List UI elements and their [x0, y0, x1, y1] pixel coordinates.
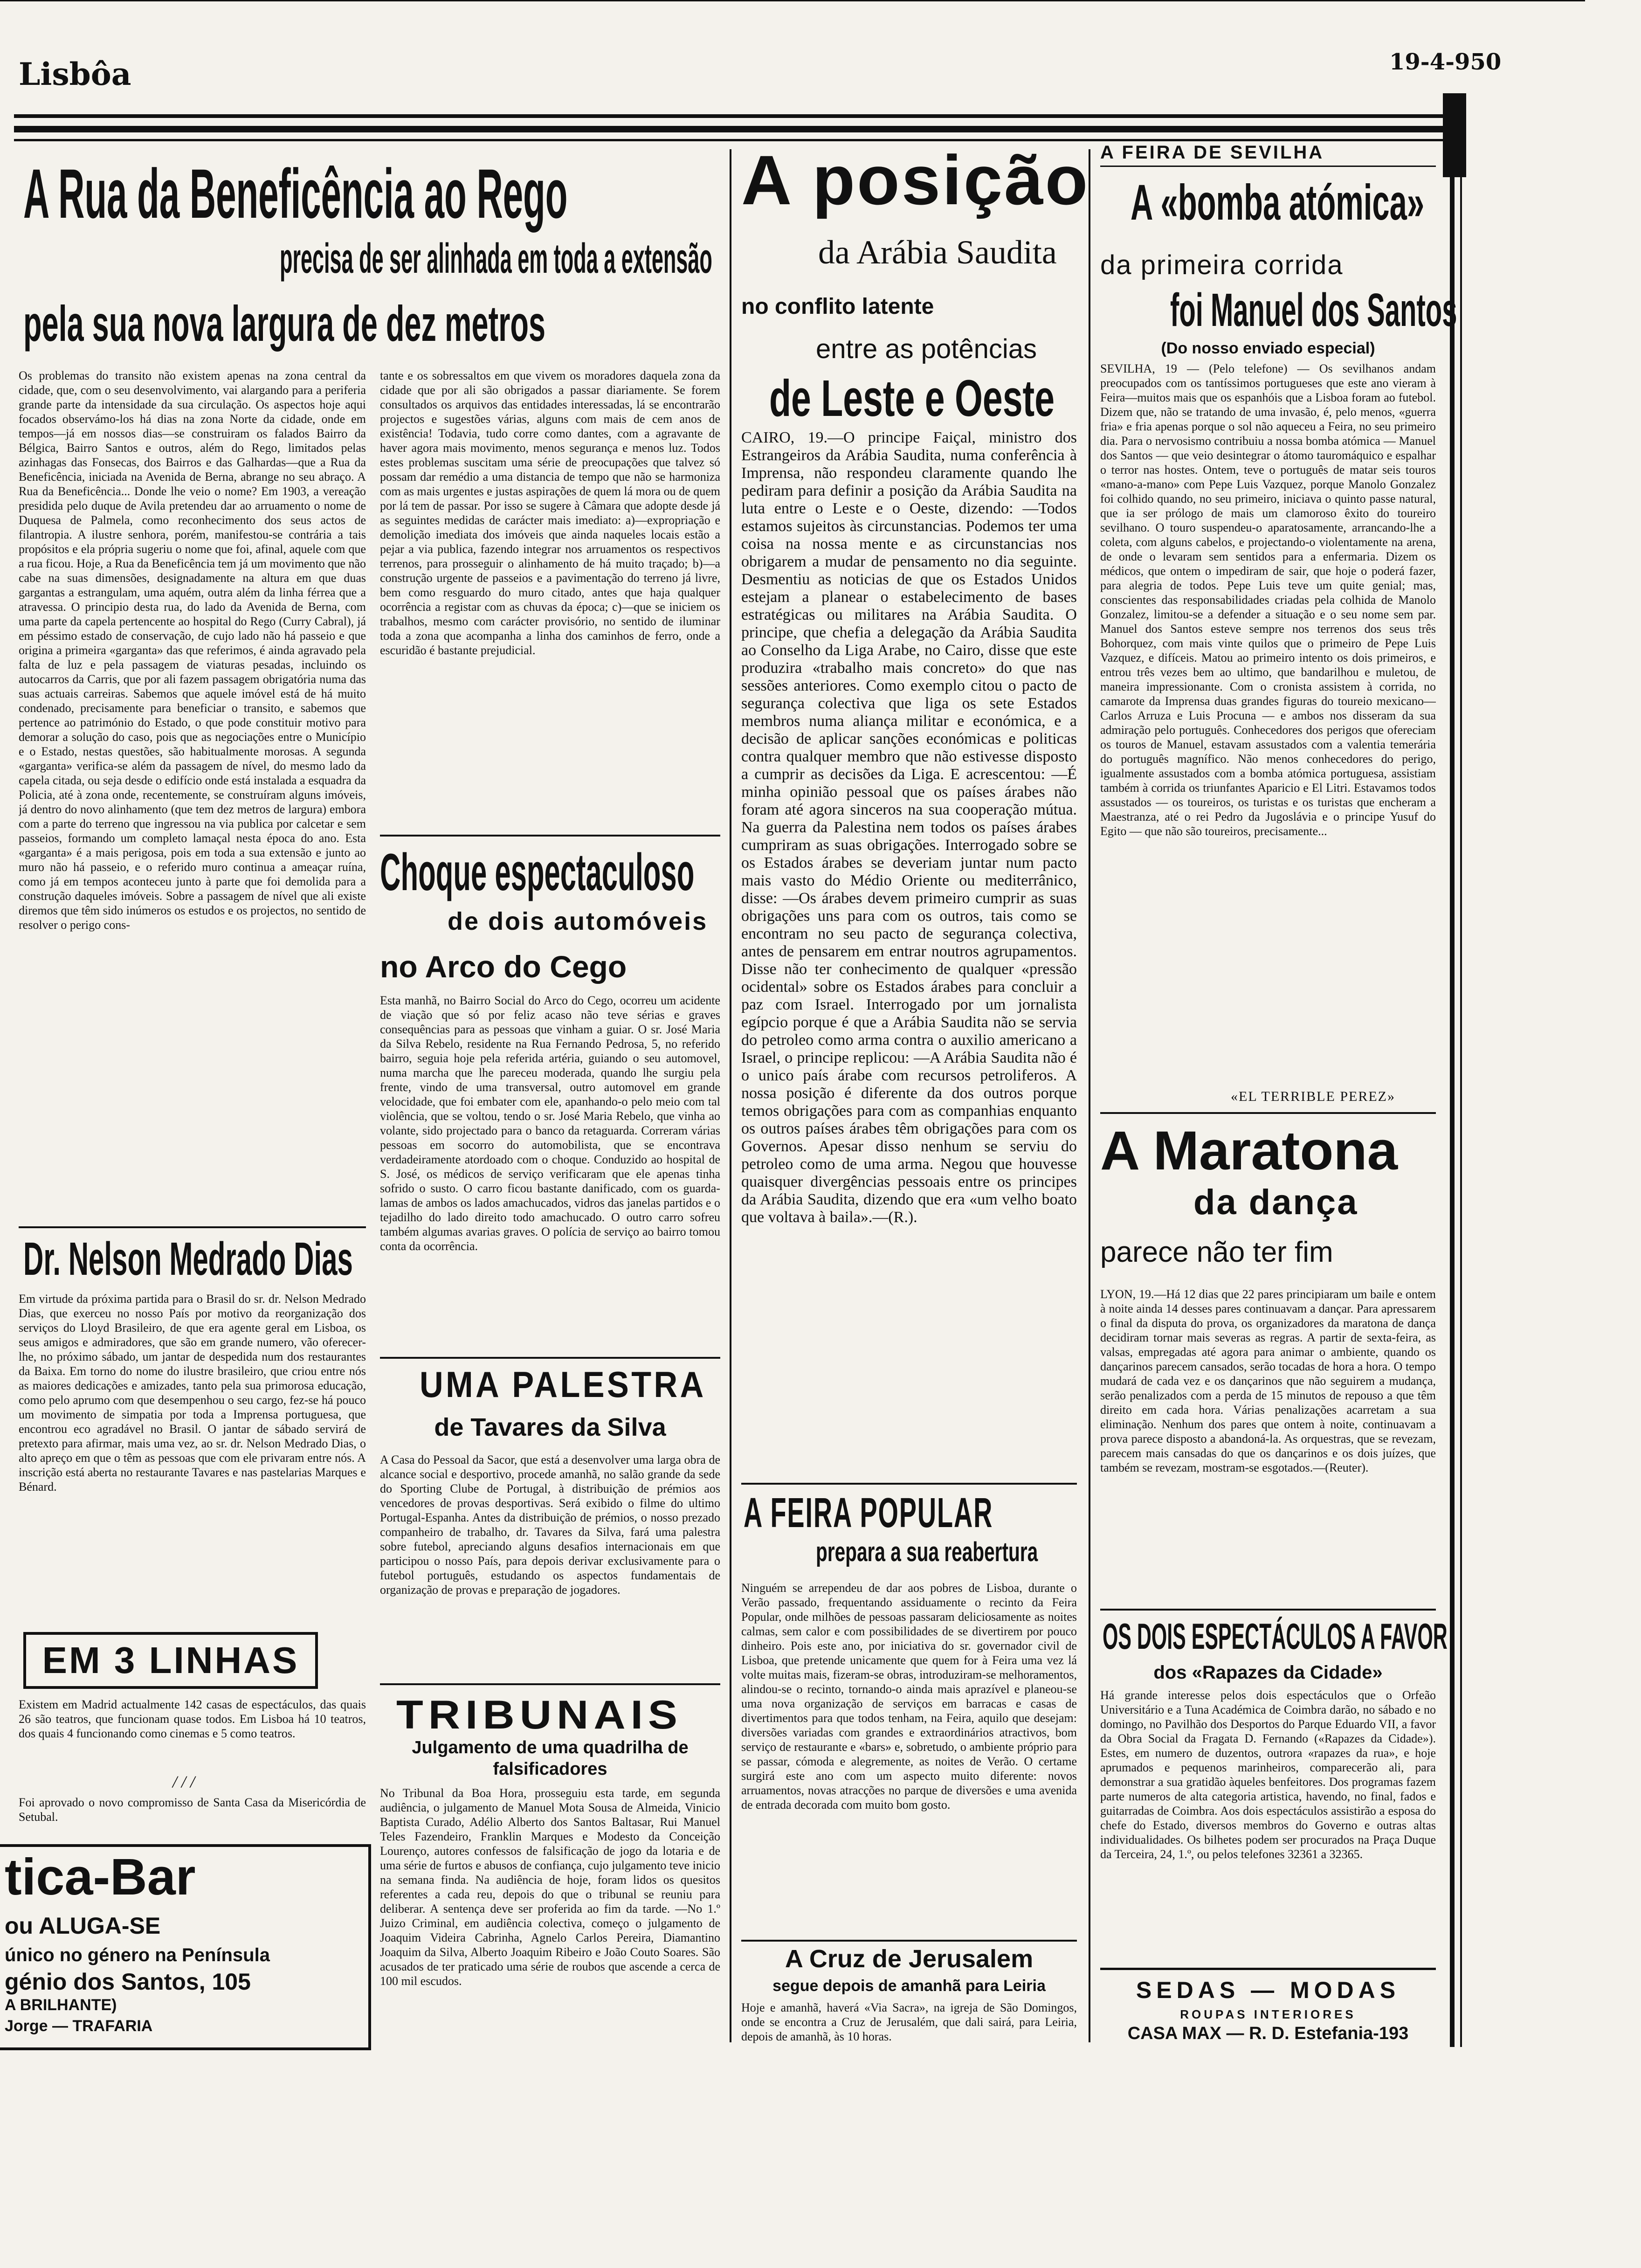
- ad-bar-line2: único no género na Península: [5, 1945, 270, 1965]
- article-tres-linhas: Existem em Madrid actualmente 142 casas de espectáculos, das quais 26 são teatros, que funcionam quase todos. Em Lisboa há 10 teatros, dos quais 4 funcionando como cinemas e 5 como teatros.: [19, 1698, 366, 1740]
- article-beneficencia-col2: tante e os sobressaltos em que vivem os moradores daquela zona da cidade que por ali são obrigados a passar diariamente. Se forem consultados os arquivos das entidades interessadas, lá se encontrarão projectos e sugestões várias, alguns com mais de cem anos de existência! Todavia, tudo corre como dantes, com a agravante de haver agora mais movimento, menos segurança e menos luz. Todos estes problemas suscitam uma série de preocupações que talvez só possam dar remédio a uma distancia de tempo que não se harmoniza com as mais urgentes e justas aspirações de quem lá mora ou de quem por lá tem de passar. Por isso se sugere à Câmara que adopte desde já as seguintes medidas de carácter mais imediato: a)—expropriação e demolição imediata dos imóveis que ainda naqueles locais estão a pejar a via publica, fazendo integrar nos arruamentos os respectivos terrenos, para prosseguir o alinhamento de há muito traçado; b)—a construção urgente de passeios e a pavimentação do terreno já livre, bem como resguardo do muro citado, antes que haja qualquer ocorrência a registar com as chuvas da época; c)—que se iniciem os trabalhos, mesmo com carácter provisório, no sentido de iluminar toda a zona que acompanha a linha dos caminhos de ferro, onde a escuridão é bastante prejudicial.: [380, 369, 720, 657]
- subhead-feira-popular: prepara a sua reabertura: [816, 1537, 1038, 1567]
- subhead2-beneficencia: pela sua nova largura de dez metros: [23, 295, 545, 352]
- article-palestra: A Casa do Pessoal da Sacor, que está a desenvolver uma larga obra de alcance social e desportivo, procede amanhã, no salão grande da sede do Sporting Clube de Portugal, à distribuição de prémios aos vencedores de provas desportivas. Será exibido o filme do ultimo Portugal-Espanha. Antes da distribuição de prémios, o nosso prezado companheiro de trabalho, dr. Tavares da Silva, fará uma palestra sobre futebol, apreciando alguns desafios internacionais em que participou o nosso País, para depois derivar exclusivamente para o futebol português, estudando os aspectos fundamentais de organização de provas e preparação de jogadores.: [380, 1453, 720, 1597]
- subhead-espectaculos: dos «Rapazes da Cidade»: [1153, 1662, 1383, 1683]
- subhead-maratona: da dança: [1193, 1182, 1358, 1222]
- scan-edge: [0, 0, 1585, 1]
- headline-nelson: Dr. Nelson Medrado Dias: [23, 1233, 353, 1285]
- article-arabia: CAIRO, 19.—O principe Faiçal, ministro dos Estrangeiros da Arábia Saudita, numa conferência à Imprensa, não respondeu claramente quando lhe pediram para definir a posição da Arábia Saudita na luta entre o Leste e o Oeste, dizendo: —Todos estamos sujeitos às circunstancias. Podemos ter uma coisa na nossa mente e as circunstancias nos obrigarem a mudar de pensamento no dia seguinte. Desmentiu as noticias de que os Estados Unidos estejam a planear o estabelecimento de bases estratégicas ou militares na Arábia Saudita. O principe, que chefia a delegação da Arábia Saudita ao Conselho da Liga Arabe, no Cairo, disse que este produzira «trabalho mais concreto» do que nas sessões anteriores. Como exemplo citou o pacto de segurança colectiva que liga os sete Estados membros numa aliança militar e económica, e a decisão de aplicar sanções económicas e politicas contra qualquer membro que não estivesse disposto a cumprir as decisões da Liga. E acrescentou: —É minha opinião pessoal que os países árabes não foram até agora sinceros na sua cooperação mútua. Na guerra da Palestina nem todos os países árabes cumpriram as suas obrigações. Interrogado sobre se os Estados árabes se deveriam juntar num pacto mais vasto do Médio Oriente ou mediterrânico, disse: —Os árabes devem primeiro cumprir as suas obrigações uns para com os outros, tais como se encontram no seu pacto de segurança colectiva, antes de pensarem em entrar noutros agrupamentos. Disse não ter conhecimento de qualquer «pressão ocidental» sobre os Estados árabes para concluir a paz com Israel. Interrogado por um jornalista egípcio porque é que a Arábia Saudita não se servia do petroleo como arma contra o auxilio americano a Israel, o principe replicou: —A Arábia Saudita não é o unico país árabe com recursos petroliferos. A nossa posição é diferente da dos outros porque temos obrigações para com as companhias enquanto os outros países árabes têm obrigações para com os Governos. Apesar disso nenhum se serviu do petroleo como de uma arma. Negou que houvesse quaisquer divergências pessoais entre os principes da Arábia Saudita, dizendo que era «um velho boato que voltava à baila».—(R.).: [741, 429, 1077, 1226]
- right-border-thin: [1460, 112, 1462, 2047]
- ad-bar-line1: ou ALUGA-SE: [5, 1913, 161, 1939]
- masthead-rule: [14, 114, 1450, 118]
- subhead2-sevilha: foi Manuel dos Santos: [1170, 284, 1457, 336]
- ad-sedas: [1100, 1968, 1436, 2052]
- section-rule: [741, 1483, 1077, 1485]
- section-rule: [19, 1226, 366, 1228]
- separator-marks: / / /: [172, 1772, 195, 1791]
- box-tres-linhas: EM 3 LINHAS: [23, 1632, 318, 1689]
- column-divider: [730, 149, 731, 2042]
- ad-bar: [0, 1844, 371, 2050]
- subhead2-arabia: no conflito latente: [741, 294, 934, 319]
- masthead-date: 19-4-950: [1389, 49, 1502, 75]
- article-sevilha: SEVILHA, 19 — (Pelo telefone) — Os sevilhanos andam preocupados com os tantíssimos portugueses que este ano vieram à Feira—muitos mais que os espanhóis que a Lisboa foram ao futebol. Dizem que, não se tratando de uma invasão, é, pelo menos, «guerra fria» e fria apenas porque o sol não aqueceu a Feira, no seu primeiro dia. Para o nervosismo contribuiu a nossa bomba atómica — Manuel dos Santos — que veio desintegrar o átomo tauromáquico e espalhar o terror nas hostes. Ontem, teve o português de matar seis touros «mano-a-mano» com Pepe Luis Vazquez, porque Manolo Gonzalez foi colhido quando, no seu primeiro, iniciava o quinto passe natural, que ia ser prólogo de mais um clamoroso êxito do toureiro sevilhano. O touro suspendeu-o aparatosamente, arrancando-lhe a coleta, com alguns cabelos, e projectando-o violentamente na arena, de onde o levaram sem sentidos para a enfermaria. Dizem os médicos, que ontem o impediram de sair, que hoje o poderá fazer, para alegria de todos. Pepe Luis teve um quite genial; mas, conscientes das responsabilidades criadas pela colhida de Manolo Gonzalez, limitou-se a defender a situação e o seu nome sem par. Manuel dos Santos esteve sempre nos terrenos dos seus três Bohorquez, com mais vinte quilos que o primeiro de Pepe Luis Vazquez, e difíceis. Matou ao primeiro intento os dois primeiros, e entrou três vezes bem ao ultimo, que bandarilhou e muletou, de maneira impressionante. Com o cronista assistem à corrida, no camarote da Imprensa duas grandes figuras do toureio mexicano—Carlos Arruza e Luis Procuna — e ambos nos disseram da sua admiração pelo português. Conhecedores dos perigos que ofereciam os touros de Manuel, estavam assustados com a valentia temerária do português magnífico. Não menos conhecedores do perigo, igualmente assustados com a bomba atómica portuguesa, assistiam também à corrida os triunfantes Aparicio e El Litri. Estavamos todos assustados — os toureiros, os turistas e os turistas que encheram a Maestranza, até o rei Pedro da Jugoslávia e o principe Yusuf do Egito — que não são toureiros, precisamente...: [1100, 362, 1436, 838]
- subhead-sevilha: da primeira corrida: [1100, 250, 1344, 280]
- section-rule: [1100, 1112, 1436, 1114]
- kicker-sevilha: A FEIRA DE SEVILHA: [1100, 142, 1324, 163]
- headline-espectaculos: OS DOIS ESPECTÁCULOS A FAVOR: [1103, 1616, 1448, 1657]
- section-rule: [380, 835, 720, 837]
- headline-palestra: UMA PALESTRA: [420, 1364, 706, 1405]
- subhead2-maratona: parece não ter fim: [1100, 1236, 1333, 1268]
- headline-maratona: A Maratona: [1100, 1120, 1398, 1182]
- section-rule: [1100, 166, 1436, 167]
- ad-sedas-title: SEDAS — MODAS: [1136, 1977, 1400, 2003]
- article-feira-popular: Ninguém se arrependeu de dar aos pobres de Lisboa, durante o Verão passado, frequentando assiduamente o recinto da Feira Popular, onde milhões de pessoas passaram deliciosamente as noites calmas, sem calor e com possibilidades de se divertirem por pouco dinheiro. Pois este ano, por iniciativa do sr. governador civil de Lisboa, que pretende unicamente que quem for à Feira uma vez lá volte muitas mais, fizeram-se obras, introduziram-se melhoramentos, alindou-se o recinto, tornando-o ainda mais aprazível e planeou-se uma nova organização de serviços em barracas e casas de divertimentos para que todos tenham, na Feira, aquilo que desejam: diversões variadas com grandes e extraordinários atractivos, bom serviço de restaurante e «bars» e, sobretudo, o ambiente próprio para se passar, cómoda e alegremente, as noites de Verão. O certame surgirá este ano com um aspecto muito diferente: novos arruamentos, novas atracções no parque de diversões e uma avenida de entrada decorada com muito bom gosto.: [741, 1581, 1077, 1812]
- subhead-beneficencia: precisa de ser alinhada em toda a extensão: [280, 235, 712, 282]
- headline-sevilha: A «bomba atómica»: [1131, 174, 1425, 230]
- ad-bar-line4: A BRILHANTE): [5, 1996, 117, 2014]
- subhead-palestra: de Tavares da Silva: [434, 1413, 666, 1441]
- ad-sedas-line2: CASA MAX — R. D. Estefania-193: [1127, 2024, 1409, 2043]
- subhead-arabia: da Arábia Saudita: [818, 234, 1057, 271]
- article-cruz: Hoje e amanhã, haverá «Via Sacra», na igreja de São Domingos, onde se encontra a Cruz de Jerusalém, que dali sairá, para Leiria, depois de amanhã, às 10 horas.: [741, 2001, 1077, 2043]
- byline-sevilha: (Do nosso enviado especial): [1161, 339, 1375, 357]
- corner-block: [1443, 93, 1466, 177]
- article-espectaculos: Há grande interesse pelos dois espectáculos que o Orfeão Universitário e a Tuna Académica de Coimbra darão, no sábado e no domingo, no Pavilhão dos Desportos do Parque Eduardo VII, a favor da Obra Social da Fragata D. Fernando («Rapazes da Cidade»). Estes, em numero de duzentos, outrora «rapazes da rua», e hoje aprumados e pequenos marinheiros, comparecerão ali, para demonstrar a sua gratidão àqueles benfeitores. Dos programas fazem parte numeros de alta categoria artistica, havendo, no final, fados e guitarradas de Coimbra. Aos dois espectáculos assistirão a esposa do chefe do Estado, diversos membros do Governo e outras altas individualidades. Os bilhetes podem ser procurados na Praça Duque da Terceira, 24, 1.º, ou pelos telefones 32361 a 32365.: [1100, 1688, 1436, 1861]
- article-nelson: Em virtude da próxima partida para o Brasil do sr. dr. Nelson Medrado Dias, que exerceu no nosso País por motivo da reorganização dos serviços do Lloyd Brasileiro, de que era agente geral em Lisboa, os seus amigos e admiradores, que são em grande numero, vão oferecer-lhe, no próximo sábado, um jantar de despedida num dos restaurantes da Baixa. Em torno do nome do ilustre brasileiro, que criou entre nós as maiores dedicações e amizades, tanto pela sua primorosa educação, como pelo aprumo com que desempenhou o seu cargo, fez-se há pouco um movimento de simpatia por toda a Imprensa portuguesa, que encontrou eco agradável no Brasil. O jantar de sábado servirá de pretexto para afirmar, mais uma vez, ao sr. dr. Nelson Medrado Dias, o alto apreço em que o têm as pessoas que com ele privaram entre nós. A inscrição está aberta no restaurante Tavares e nas pastelarias Marques e Bénard.: [19, 1292, 366, 1494]
- signature-sevilha: «EL TERRIBLE PEREZ»: [1231, 1089, 1395, 1104]
- article-maratona: LYON, 19.—Há 12 dias que 22 pares principiaram um baile e ontem à noite ainda 14 desses pares continuavam a dançar. Para apressarem o final da disputa do prova, os organizadores da maratona de dança decidiram tornar mais severas as regras. A partir de sexta-feira, as valsas, empregadas até agora para animar o ambiente, quando os dançarinos parecem cansados, serão tocadas de hora a hora. O tempo mudará de cada vez e os dançarinos que não seguirem a mudança, serão penalizados com a perda de 15 minutos de repouso a que têm direito em cada hora. Várias penalizações acarretam a sua eliminação. Nenhum dos pares que ontem à noite, continuavam a prova parece disposto a abandoná-la. As orquestras, que se revezam, parecem mais cansadas do que os dançarinos e os dois juízes, que também se revezam, mostram-se esgotados.—(Reuter).: [1100, 1287, 1436, 1474]
- ad-bar-line5: Jorge — TRAFARIA: [5, 2017, 153, 2035]
- headline-beneficencia: A Rua da Beneficência ao Rego: [23, 154, 568, 233]
- masthead-name: Lisbôa: [19, 56, 131, 92]
- ad-bar-title: tica-Bar: [5, 1848, 196, 1906]
- subhead3-arabia: entre as potências: [816, 334, 1037, 364]
- masthead-rule-thin: [14, 139, 1450, 141]
- subhead-cruz: segue depois de amanhã para Leiria: [772, 1977, 1046, 1995]
- article-tres-linhas-2: Foi aprovado o novo compromisso de Santa Casa da Misericórdia de Setubal.: [19, 1796, 366, 1824]
- section-rule: [380, 1357, 720, 1359]
- section-rule: [1100, 1609, 1436, 1611]
- ad-sedas-line1: ROUPAS INTERIORES: [1180, 2007, 1356, 2021]
- subhead-choque: de dois automóveis: [448, 907, 708, 935]
- headline-choque: Choque espectaculoso: [380, 843, 695, 901]
- headline-tribunais: TRIBUNAIS: [396, 1693, 683, 1737]
- section-rule: [741, 1940, 1077, 1942]
- article-tribunais: No Tribunal da Boa Hora, prosseguiu esta tarde, em segunda audiência, o julgamento de Manuel Mota Sousa de Almeida, Vinicio Baptista Curado, Adélio Alberto dos Santos Baltasar, Rui Manuel Teles Fazendeiro, Franklin Marques e Modesto da Conceição Lourenço, autores confessos de falsificação de jogo da lotaria e de uma série de furtos e abusos de confiança, cujo julgamento teve inicio na semana finda. Na audiência de hoje, foram lidos os quesitos referentes a cada reu, depois do que o tribunal se reuniu para deliberar. A sentença deve ser proferida ao fim da tarde. —No 1.º Juizo Criminal, em audiência colectiva, começo o julgamento de Joaquim Videira Cabrinha, Agnelo Carlos Pereira, Diamantino Joaquim da Silva, Alberto Joaquim Ribeiro e João Couto Soares. São acusados de ter praticado uma série de roubos que ascende a cerca de 100 mil escudos.: [380, 1786, 720, 1988]
- headline-feira-popular: A FEIRA POPULAR: [744, 1490, 993, 1536]
- subhead-tribunais: Julgamento de uma quadrilha de falsificadores: [412, 1738, 689, 1779]
- column-divider: [1089, 149, 1090, 2042]
- subhead4-arabia: de Leste e Oeste: [769, 370, 1055, 427]
- subhead2-choque: no Arco do Cego: [380, 949, 627, 984]
- ad-bar-line3: génio dos Santos, 105: [5, 1969, 251, 1995]
- headline-cruz: A Cruz de Jerusalem: [785, 1945, 1034, 1973]
- masthead-rule-thick: [14, 126, 1450, 132]
- headline-arabia: A posição: [741, 141, 1090, 219]
- section-rule: [380, 1683, 720, 1685]
- article-beneficencia-col1: Os problemas do transito não existem apenas na zona central da cidade, que, com o seu desenvolvimento, vai alargando para a periferia grande parte da intensidade da sua circulação. Os aspectos hoje aqui focados observámo-los há dias na zona Norte da cidade, onde em tempos—já em nossos dias—se construiram os falados Bairro da Bélgica, Bairro Santos e outros, além do Rego, limitados pelas azinhagas das Fonsecas, dos Bairros e das Galhardas—que a Rua da Beneficência, iniciada na Avenida de Berna, abrange no seu abraço. A Rua da Beneficência... Donde lhe veio o nome? Em 1903, a vereação presidida pelo duque de Avila pretendeu dar ao arruamento o nome de Duquesa de Palmela, como reconhecimento dos seus actos de filantropia. A ilustre senhora, porém, manifestou-se contrária a tais propósitos e ela própria sugeriu o nome que foi, afinal, aquele com que a rua ficou. Hoje, a Rua da Beneficência tem já um movimento que não cabe na suas dimensões, designadamente na altura em que duas gargantas a estrangulam, uma aquém, outra além da linha férrea que a atravessa. O principio desta rua, do lado da Avenida de Berna, com uma parte da capela pertencente ao hospital do Rego (Curry Cabral), já em péssimo estado de conservação, de cujo lado não há passeio e que origina a primeira «garganta» das que referimos, é ainda agravado pela falta de luz e pela passagem de viaturas pesadas, incluindo os autocarros da Carris, que por ali fazem passagem obrigatória numa das suas actuais carreiras. Sabemos que aquele imóvel está de há muito condenado, precisamente para beneficiar o transito, e sabemos que pertence ao património do Estado, o que pode constituir motivo para demorar a solução do caso, pois que as negociações entre o Município e o Estado, nestas questões, são habitualmente morosas. A segunda «garganta» verifica-se além da passagem de nível, do mesmo lado da capela citada, ou seja desde o edifício onde está instalada a esquadra da Policia, até à zona onde, recentemente, se construíram alguns imóveis, já dentro do novo alinhamento (que tem dez metros de largura) embora com a parte do terreno que ingressou na via publica por calcetar e sem passeios, formando um completo lamaçal nesta época do ano. Esta «garganta» é a mais perigosa, pois em toda a sua extensão e junto ao muro não há passeio, e o referido muro continua a ameaçar ruína, como já em tempos aconteceu junto à parte que foi demolida para a construção daqueles imóveis. Sobre a passagem de nível que ali existe diremos que têm sido inúmeros os estudos e os projectos, no sentido de resolver o perigo cons-: [19, 369, 366, 932]
- right-border: [1450, 112, 1455, 2047]
- article-choque: Esta manhã, no Bairro Social do Arco do Cego, ocorreu um acidente de viação que só por feliz acaso não teve sérias e graves consequências para as pessoas que vinham a guiar. O sr. José Maria da Silva Rebelo, residente na Rua Fernando Pedrosa, 5, no referido bairro, seguia hoje pela referida artéria, guiando o seu automovel, numa marcha que lhe pareceu moderada, quando lhe surgiu pela frente, vindo de uma transversal, outro automovel em grande velocidade, que foi embater com ele, apanhando-o pelo meio com tal violência, que se voltou, tendo o sr. José Maria Rebelo, que vinha ao volante, sido projectado para o banco da retaguarda. Correram várias pessoas em socorro do automobilista, que se encontrava verdadeiramente atordoado com o choque. Conduzido ao hospital de S. José, os médicos de serviço verificaram que ele apenas tinha sofrido o susto. O carro ficou bastante danificado, com os guarda-lamas de ambos os lados amachucados, vidros das janelas partidos e o tejadilho do lado direito todo amachucado. O outro carro sofreu também algumas avarias graves. O polícia de serviço ao bairro tomou conta da ocorrência.: [380, 994, 720, 1253]
